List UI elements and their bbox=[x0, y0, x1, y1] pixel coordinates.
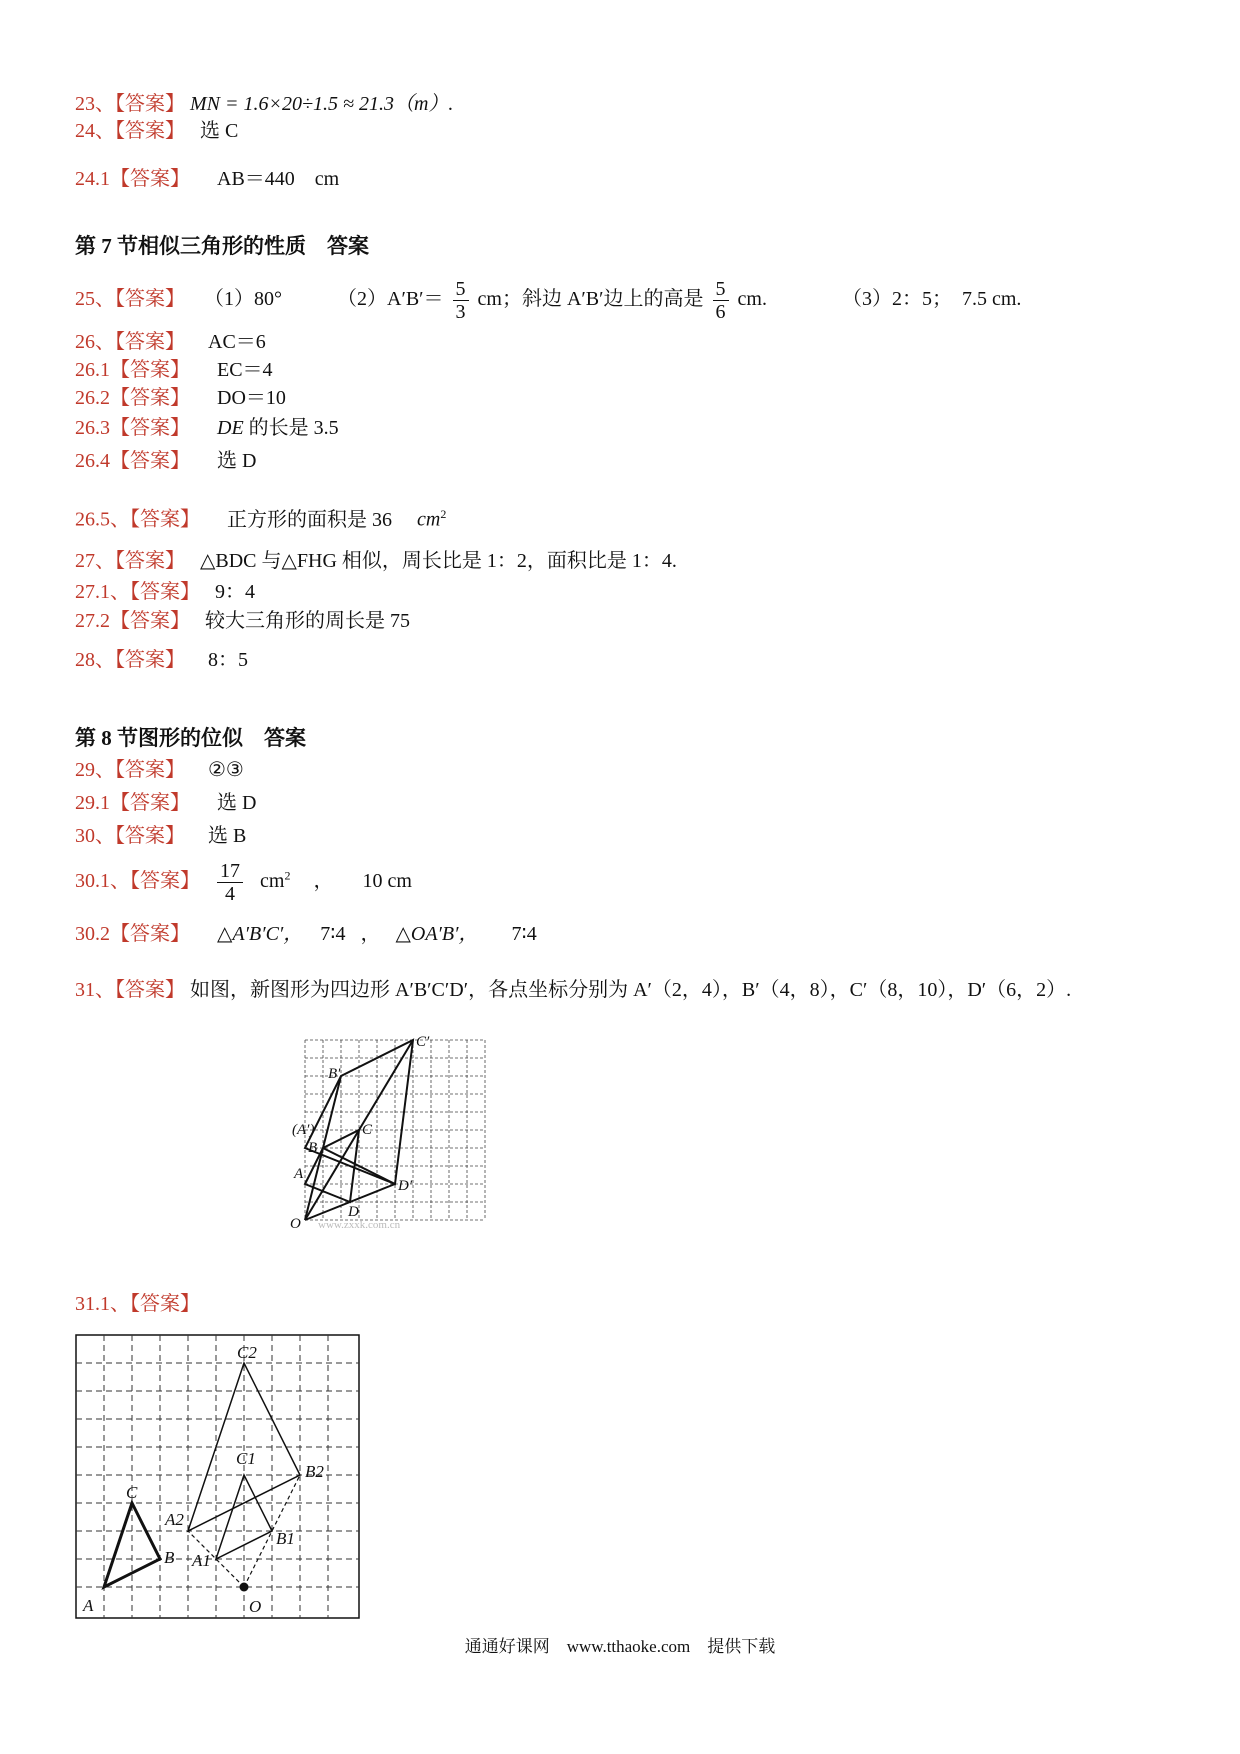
answer-number: 26.5、【答案】 bbox=[75, 508, 200, 531]
answer-text: cm. bbox=[737, 288, 767, 311]
answer-number: 26.2【答案】 bbox=[75, 387, 190, 409]
answer-text: 的长是 3.5 bbox=[248, 417, 339, 439]
label-b: B bbox=[308, 1140, 318, 1156]
answer-29 bbox=[75, 758, 244, 782]
answer-text: 正方形的面积是 36 bbox=[227, 508, 412, 531]
answer-number: 30.2【答案】 bbox=[75, 923, 190, 945]
exponent: 2 bbox=[440, 507, 447, 521]
answer-number: 24.1【答案】 bbox=[75, 168, 190, 190]
answer-text: AB＝440 cm bbox=[217, 168, 340, 190]
answer-28 bbox=[75, 648, 248, 672]
answer-text: （2）A′B′＝ bbox=[337, 288, 444, 311]
answer-26-3 bbox=[75, 416, 339, 440]
answer-23 bbox=[75, 92, 453, 116]
fraction bbox=[217, 860, 243, 905]
answer-number: 26.4【答案】 bbox=[75, 450, 190, 472]
answer-number: 31.1、【答案】 bbox=[75, 1293, 200, 1315]
answer-number: 31、【答案】 bbox=[75, 979, 185, 1001]
answer-number: 26.1【答案】 bbox=[75, 359, 190, 381]
answer-text: EC＝4 bbox=[217, 359, 273, 381]
label-b: B bbox=[164, 1548, 175, 1567]
answer-text: 8：5 bbox=[208, 649, 248, 671]
label-c: C bbox=[126, 1483, 138, 1502]
answer-31 bbox=[75, 978, 1071, 1002]
watermark: www.zxxk.com.cn bbox=[318, 1219, 401, 1230]
numerator: 17 bbox=[217, 860, 243, 883]
exponent: 2 bbox=[284, 868, 291, 883]
answer-text: 选 D bbox=[217, 792, 257, 814]
answer-text: ②③ bbox=[208, 759, 244, 781]
segment bbox=[323, 1148, 395, 1184]
answer-number: 26.3【答案】 bbox=[75, 417, 190, 439]
answer-30-2 bbox=[75, 922, 537, 946]
answer-text: △BDC 与△FHG 相似，周长比是 1：2，面积比是 1：4. bbox=[200, 550, 677, 572]
answer-text: 7∶4 bbox=[320, 923, 346, 945]
denominator: 3 bbox=[455, 301, 466, 323]
label-c1: C1 bbox=[236, 1449, 256, 1468]
center-point-o bbox=[240, 1583, 249, 1592]
answer-29-1 bbox=[75, 791, 256, 815]
answer-26 bbox=[75, 330, 266, 354]
label-o: O bbox=[290, 1216, 301, 1230]
label-b2: B2 bbox=[305, 1462, 324, 1481]
figure-31-1-homothety bbox=[75, 1334, 365, 1624]
label-a-prime: (A′) bbox=[292, 1122, 315, 1138]
answer-text: ， bbox=[360, 923, 381, 945]
answer-number: 28、【答案】 bbox=[75, 649, 185, 671]
label-a: A bbox=[294, 1166, 304, 1182]
section-7-heading: 第 7 节相似三角形的性质 答案 bbox=[75, 234, 369, 258]
answer-text: AC＝6 bbox=[208, 331, 266, 353]
label-o: O bbox=[249, 1597, 262, 1616]
numerator: 5 bbox=[713, 278, 729, 301]
fraction bbox=[453, 278, 469, 323]
answer-text: （3）2：5； 7.5 cm. bbox=[841, 288, 1022, 311]
answer-number: 29.1【答案】 bbox=[75, 792, 190, 814]
label-d: D bbox=[348, 1204, 359, 1220]
answer-24-1 bbox=[75, 167, 339, 191]
label-b1: B1 bbox=[276, 1529, 295, 1548]
answer-30 bbox=[75, 824, 246, 848]
answer-text: 9：4 bbox=[215, 581, 255, 603]
label-c-prime: C′ bbox=[416, 1034, 430, 1050]
answer-number: 30、【答案】 bbox=[75, 825, 185, 847]
answer-31-1 bbox=[75, 1292, 200, 1316]
answer-text: 10 cm bbox=[362, 870, 412, 893]
answer-27-1 bbox=[75, 580, 255, 604]
answer-text: 7∶4 bbox=[511, 923, 537, 945]
answer-number: 27.2【答案】 bbox=[75, 610, 190, 632]
answer-text: 如图，新图形为四边形 A′B′C′D′，各点坐标分别为 A′（2，4），B′（4，8），C′（8，10），D′（6，2）. bbox=[190, 979, 1072, 1001]
denominator: 4 bbox=[225, 883, 235, 905]
answer-text: MN = 1.6×20÷1.5 ≈ 21.3（m）. bbox=[190, 93, 454, 115]
label-a2: A2 bbox=[165, 1510, 184, 1529]
answer-number: 26、【答案】 bbox=[75, 331, 185, 353]
figure-31-homothety bbox=[290, 1030, 510, 1230]
answer-text: cm；斜边 A′B′边上的高是 bbox=[477, 288, 704, 311]
denominator: 6 bbox=[715, 301, 726, 323]
answer-26-4 bbox=[75, 449, 256, 473]
numerator: 5 bbox=[453, 278, 469, 301]
answer-number: 27、【答案】 bbox=[75, 550, 185, 572]
fraction bbox=[713, 278, 729, 323]
answer-number: 29、【答案】 bbox=[75, 759, 185, 781]
answer-text: DO＝10 bbox=[217, 387, 286, 409]
label-c: C bbox=[362, 1122, 373, 1138]
answer-26-1 bbox=[75, 358, 273, 382]
answer-text: △A′B′C′， bbox=[217, 923, 304, 945]
label-b-prime: B′ bbox=[328, 1066, 341, 1082]
answer-text: DE bbox=[217, 417, 244, 439]
answer-number: 23、【答案】 bbox=[75, 93, 185, 115]
answer-number: 30.1、【答案】 bbox=[75, 870, 200, 893]
label-a1: A1 bbox=[192, 1551, 211, 1570]
answer-27 bbox=[75, 549, 677, 573]
label-a: A bbox=[83, 1596, 94, 1615]
label-c2: C2 bbox=[237, 1343, 257, 1362]
answer-number: 25、【答案】 bbox=[75, 288, 185, 311]
answer-text: ， bbox=[313, 870, 334, 893]
answer-number: 27.1、【答案】 bbox=[75, 581, 200, 603]
answer-text: 选 B bbox=[208, 825, 247, 847]
page-footer: 通通好课网 www.tthaoke.com 提供下载 bbox=[464, 1637, 776, 1656]
unit: cm bbox=[417, 508, 441, 531]
answer-number: 24、【答案】 bbox=[75, 120, 185, 142]
section-8-heading: 第 8 节图形的位似 答案 bbox=[75, 726, 306, 750]
answer-text: 较大三角形的周长是 75 bbox=[205, 610, 410, 632]
answer-24 bbox=[75, 119, 238, 143]
answer-text: △OA′B′， bbox=[395, 923, 479, 945]
answer-26-5 bbox=[75, 502, 446, 532]
answer-30-1 bbox=[75, 860, 412, 905]
answer-25 bbox=[75, 278, 1021, 323]
label-d-prime: D′ bbox=[398, 1178, 413, 1194]
answer-text: 选 D bbox=[217, 450, 257, 472]
answer-text: 选 C bbox=[200, 120, 239, 142]
answer-text: （1）80° bbox=[204, 288, 282, 311]
unit: cm bbox=[260, 870, 285, 893]
answer-26-2 bbox=[75, 386, 286, 410]
answer-27-2 bbox=[75, 609, 410, 633]
